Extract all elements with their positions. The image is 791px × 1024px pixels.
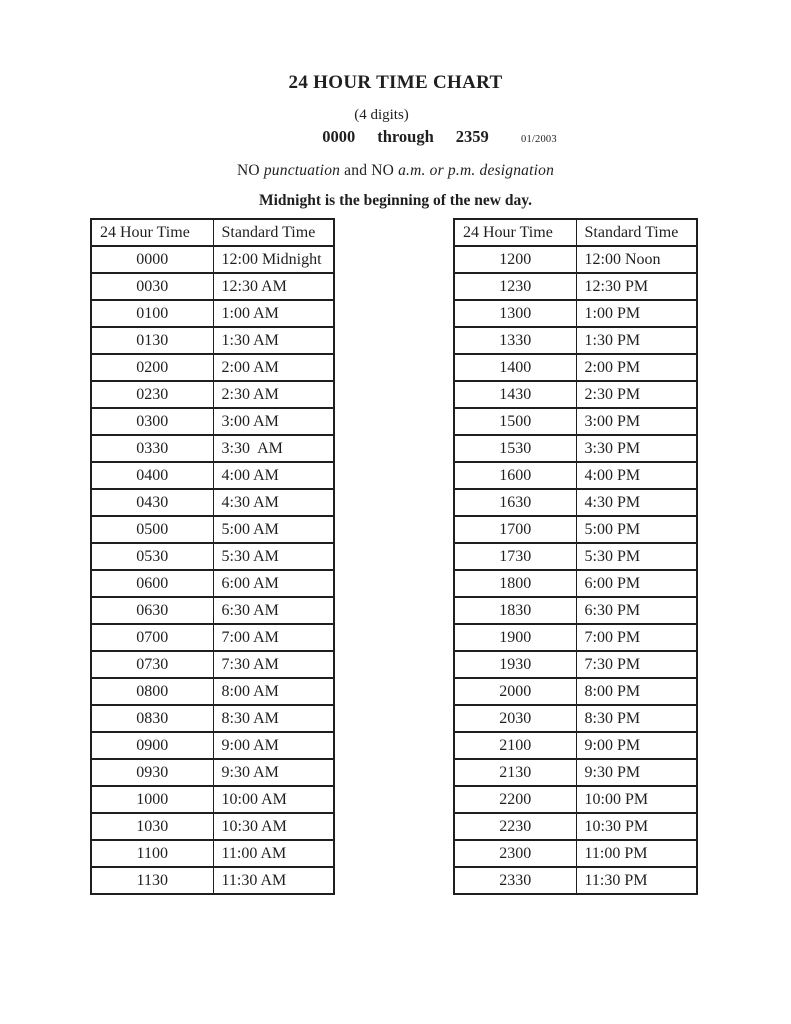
table-row xyxy=(454,516,697,543)
24hour-time-cell: 1200 xyxy=(454,246,576,273)
24hour-time-cell: 0600 xyxy=(91,570,213,597)
standard-time-cell: 2:00 AM xyxy=(213,354,334,381)
standard-time-cell: 4:00 AM xyxy=(213,462,334,489)
table-row xyxy=(91,705,334,732)
24hour-time-cell: 0900 xyxy=(91,732,213,759)
table-row xyxy=(454,678,697,705)
table-row xyxy=(454,597,697,624)
standard-time-cell: 8:30 PM xyxy=(576,705,697,732)
24hour-time-cell: 1700 xyxy=(454,516,576,543)
column-header-standard: Standard Time xyxy=(576,219,697,246)
standard-time-cell: 9:00 PM xyxy=(576,732,697,759)
column-header-24hour: 24 Hour Time xyxy=(91,219,213,246)
24hour-time-cell: 1130 xyxy=(91,867,213,894)
page-title: 24 HOUR TIME CHART xyxy=(288,72,503,93)
tables-container xyxy=(90,218,698,895)
standard-time-cell: 3:00 AM xyxy=(213,408,334,435)
standard-time-cell: 4:00 PM xyxy=(576,462,697,489)
standard-time-cell: 6:00 PM xyxy=(576,570,697,597)
24hour-time-cell: 1030 xyxy=(91,813,213,840)
table-row xyxy=(91,840,334,867)
24hour-time-cell: 2100 xyxy=(454,732,576,759)
standard-time-cell: 3:30 PM xyxy=(576,435,697,462)
standard-time-cell: 4:30 AM xyxy=(213,489,334,516)
24hour-time-cell: 0730 xyxy=(91,651,213,678)
table-row xyxy=(91,246,334,273)
table-row xyxy=(454,354,697,381)
standard-time-cell: 3:00 PM xyxy=(576,408,697,435)
24hour-time-cell: 0530 xyxy=(91,543,213,570)
table-row xyxy=(91,462,334,489)
standard-time-cell: 6:00 AM xyxy=(213,570,334,597)
24hour-time-cell: 0630 xyxy=(91,597,213,624)
standard-time-cell: 1:00 PM xyxy=(576,300,697,327)
standard-time-cell: 9:00 AM xyxy=(213,732,334,759)
standard-time-cell: 2:30 AM xyxy=(213,381,334,408)
24hour-time-cell: 0330 xyxy=(91,435,213,462)
note-part: NO xyxy=(236,162,264,179)
table-row xyxy=(454,651,697,678)
24hour-time-cell: 0400 xyxy=(91,462,213,489)
table-row xyxy=(454,867,697,894)
table-row xyxy=(91,273,334,300)
table-row xyxy=(454,786,697,813)
table-row xyxy=(454,300,697,327)
table-header-row xyxy=(91,219,334,246)
24hour-time-cell: 2130 xyxy=(454,759,576,786)
standard-time-cell: 9:30 PM xyxy=(576,759,697,786)
table-row xyxy=(454,246,697,273)
table-row xyxy=(91,786,334,813)
time-table-pm xyxy=(453,218,698,895)
24hour-time-cell: 0500 xyxy=(91,516,213,543)
standard-time-cell: 12:00 Midnight xyxy=(213,246,334,273)
table-row xyxy=(91,489,334,516)
standard-time-cell: 10:30 AM xyxy=(213,813,334,840)
standard-time-cell: 6:30 AM xyxy=(213,597,334,624)
24hour-time-cell: 0800 xyxy=(91,678,213,705)
standard-time-cell: 10:00 PM xyxy=(576,786,697,813)
24hour-time-cell: 1100 xyxy=(91,840,213,867)
24hour-time-cell: 1530 xyxy=(454,435,576,462)
table-row xyxy=(91,516,334,543)
standard-time-cell: 5:00 AM xyxy=(213,516,334,543)
24hour-time-cell: 2230 xyxy=(454,813,576,840)
table-row xyxy=(454,408,697,435)
column-header-standard: Standard Time xyxy=(213,219,334,246)
punctuation-note xyxy=(0,162,791,180)
standard-time-cell: 8:00 AM xyxy=(213,678,334,705)
standard-time-cell: 11:00 AM xyxy=(213,840,334,867)
midnight-note: Midnight is the beginning of the new day. xyxy=(258,192,533,209)
table-row xyxy=(454,435,697,462)
24hour-time-cell: 0130 xyxy=(91,327,213,354)
digits-note: (4 digits) xyxy=(354,107,409,123)
table-row xyxy=(454,462,697,489)
standard-time-cell: 11:30 AM xyxy=(213,867,334,894)
table-row xyxy=(454,759,697,786)
table-row xyxy=(454,705,697,732)
standard-time-cell: 5:30 AM xyxy=(213,543,334,570)
standard-time-cell: 5:00 PM xyxy=(576,516,697,543)
24hour-time-cell: 1730 xyxy=(454,543,576,570)
standard-time-cell: 11:00 PM xyxy=(576,840,697,867)
24hour-time-cell: 0100 xyxy=(91,300,213,327)
standard-time-cell: 1:30 PM xyxy=(576,327,697,354)
standard-time-cell: 1:00 AM xyxy=(213,300,334,327)
table-header-row xyxy=(454,219,697,246)
standard-time-cell: 2:00 PM xyxy=(576,354,697,381)
table-row xyxy=(454,813,697,840)
time-table-am xyxy=(90,218,335,895)
standard-time-cell: 2:30 PM xyxy=(576,381,697,408)
standard-time-cell: 12:30 AM xyxy=(213,273,334,300)
table-row xyxy=(91,624,334,651)
note-part: a.m. or p.m. designation xyxy=(398,162,555,179)
24hour-time-cell: 1830 xyxy=(454,597,576,624)
table-row xyxy=(91,678,334,705)
table-row xyxy=(454,489,697,516)
table-row xyxy=(91,543,334,570)
24hour-time-cell: 1600 xyxy=(454,462,576,489)
24hour-time-cell: 2030 xyxy=(454,705,576,732)
24hour-time-cell: 1930 xyxy=(454,651,576,678)
24hour-time-cell: 0230 xyxy=(91,381,213,408)
24hour-time-cell: 1500 xyxy=(454,408,576,435)
24hour-time-cell: 0930 xyxy=(91,759,213,786)
column-header-24hour: 24 Hour Time xyxy=(454,219,576,246)
24hour-time-cell: 2200 xyxy=(454,786,576,813)
range-line xyxy=(0,127,791,147)
standard-time-cell: 3:30 AM xyxy=(213,435,334,462)
24hour-time-cell: 0000 xyxy=(91,246,213,273)
24hour-time-cell: 1900 xyxy=(454,624,576,651)
table-row xyxy=(454,732,697,759)
24hour-time-cell: 0430 xyxy=(91,489,213,516)
table-row xyxy=(91,435,334,462)
24hour-time-cell: 0200 xyxy=(91,354,213,381)
24hour-time-cell: 1400 xyxy=(454,354,576,381)
table-row xyxy=(454,327,697,354)
standard-time-cell: 10:30 PM xyxy=(576,813,697,840)
standard-time-cell: 10:00 AM xyxy=(213,786,334,813)
standard-time-cell: 12:00 Noon xyxy=(576,246,697,273)
standard-time-cell: 9:30 AM xyxy=(213,759,334,786)
range-end: 2359 xyxy=(455,127,489,146)
table-row xyxy=(91,813,334,840)
table-row xyxy=(454,381,697,408)
table-row xyxy=(91,570,334,597)
standard-time-cell: 7:30 AM xyxy=(213,651,334,678)
24hour-time-cell: 1230 xyxy=(454,273,576,300)
table-row xyxy=(454,624,697,651)
table-row xyxy=(91,732,334,759)
range-text xyxy=(322,127,489,147)
table-row xyxy=(91,354,334,381)
table-row xyxy=(91,597,334,624)
24hour-time-cell: 1630 xyxy=(454,489,576,516)
table-row xyxy=(91,327,334,354)
note-part: and NO xyxy=(340,162,399,179)
standard-time-cell: 7:00 AM xyxy=(213,624,334,651)
table-row xyxy=(91,651,334,678)
standard-time-cell: 5:30 PM xyxy=(576,543,697,570)
24hour-time-cell: 2000 xyxy=(454,678,576,705)
standard-time-cell: 8:30 AM xyxy=(213,705,334,732)
24hour-time-cell: 1000 xyxy=(91,786,213,813)
standard-time-cell: 6:30 PM xyxy=(576,597,697,624)
24hour-time-cell: 0300 xyxy=(91,408,213,435)
table-row xyxy=(454,273,697,300)
table-row xyxy=(91,381,334,408)
24hour-time-cell: 0030 xyxy=(91,273,213,300)
table-row xyxy=(91,759,334,786)
range-word: through xyxy=(377,127,434,146)
standard-time-cell: 1:30 AM xyxy=(213,327,334,354)
table-row xyxy=(91,867,334,894)
revision-date: 01/2003 xyxy=(521,134,557,145)
table-row xyxy=(91,300,334,327)
note-part: punctuation xyxy=(263,162,341,179)
table-row xyxy=(454,543,697,570)
table-row xyxy=(454,840,697,867)
24hour-time-cell: 0830 xyxy=(91,705,213,732)
standard-time-cell: 7:30 PM xyxy=(576,651,697,678)
standard-time-cell: 12:30 PM xyxy=(576,273,697,300)
24hour-time-cell: 1330 xyxy=(454,327,576,354)
24hour-time-cell: 1430 xyxy=(454,381,576,408)
table-row xyxy=(454,570,697,597)
24hour-time-cell: 0700 xyxy=(91,624,213,651)
24hour-time-cell: 2330 xyxy=(454,867,576,894)
table-row xyxy=(91,408,334,435)
standard-time-cell: 8:00 PM xyxy=(576,678,697,705)
range-start: 0000 xyxy=(322,127,356,146)
24hour-time-cell: 1300 xyxy=(454,300,576,327)
24hour-time-cell: 1800 xyxy=(454,570,576,597)
standard-time-cell: 4:30 PM xyxy=(576,489,697,516)
standard-time-cell: 7:00 PM xyxy=(576,624,697,651)
24hour-time-cell: 2300 xyxy=(454,840,576,867)
standard-time-cell: 11:30 PM xyxy=(576,867,697,894)
